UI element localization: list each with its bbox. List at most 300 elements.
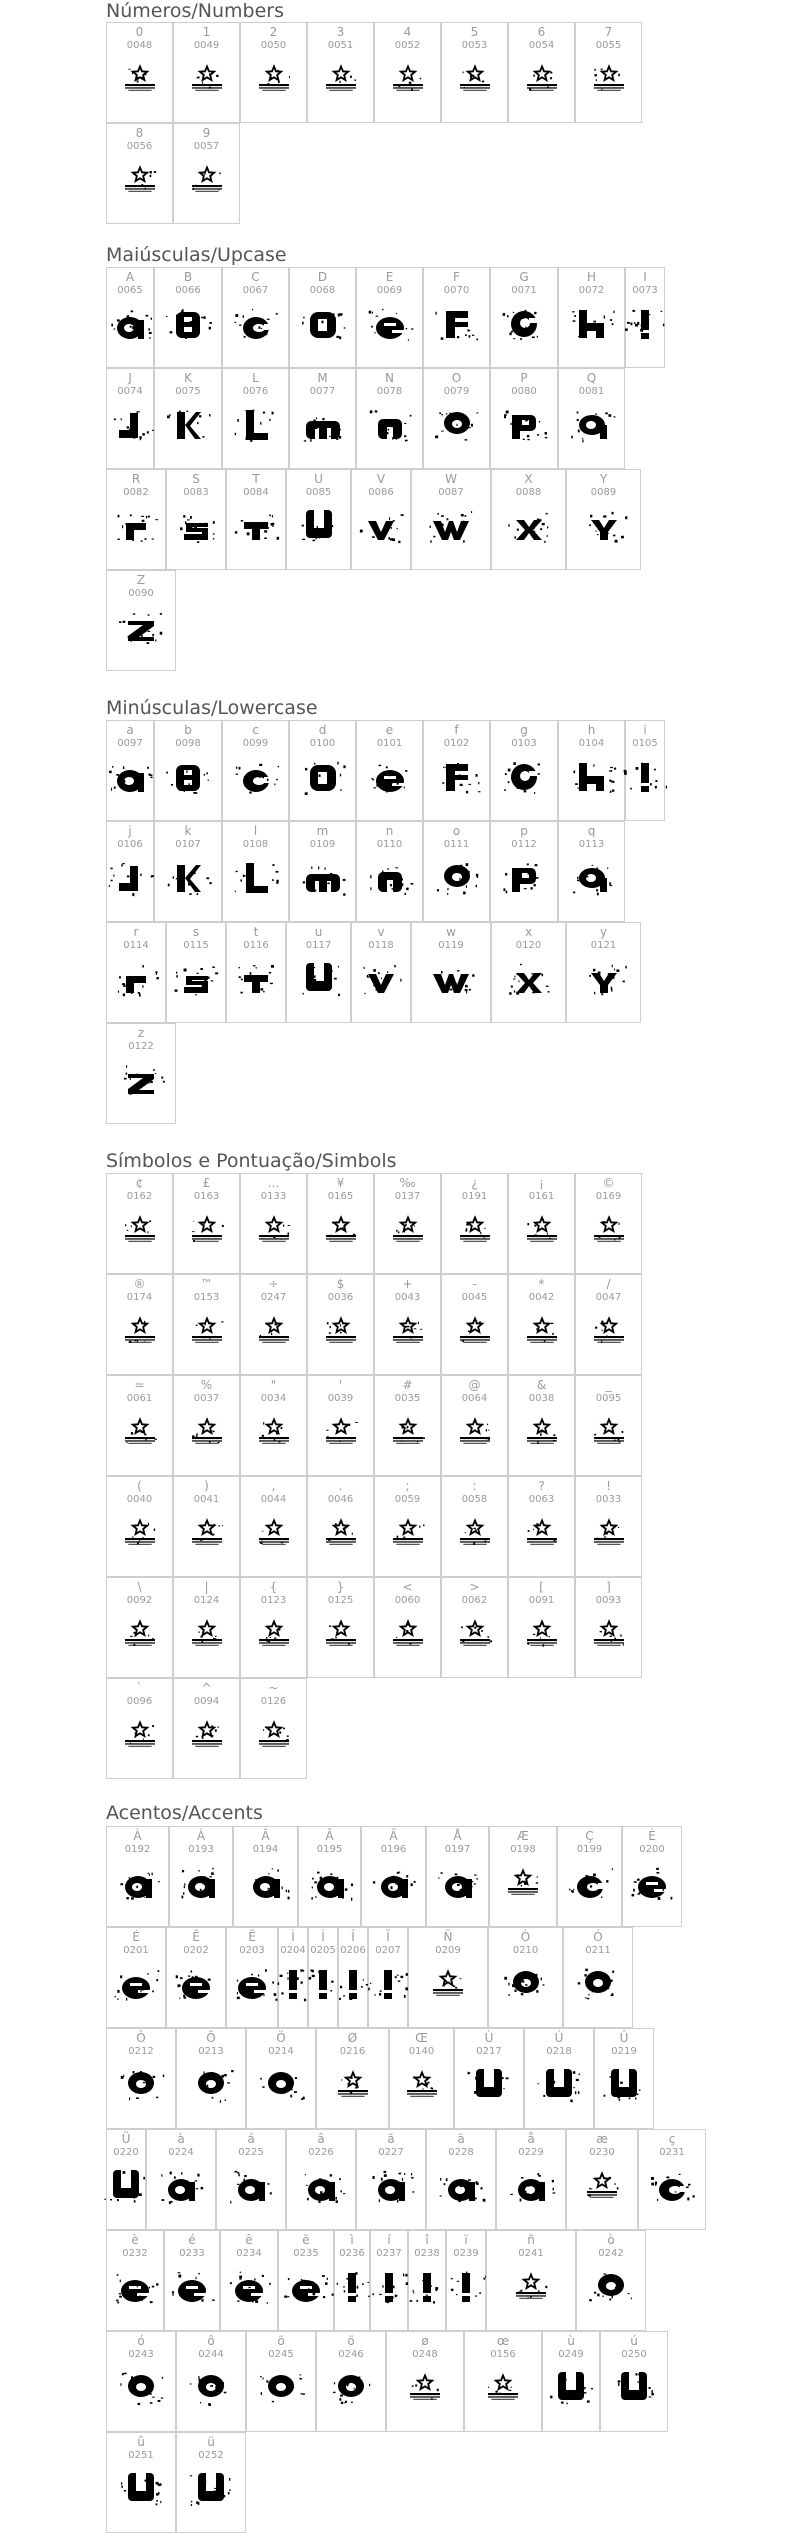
glyph-cell-0105 bbox=[625, 720, 665, 821]
glyph-character: V bbox=[376, 472, 386, 486]
glyph-code: 0055 bbox=[595, 40, 622, 51]
missing-glyph-star-icon bbox=[478, 2368, 528, 2408]
glyph-character: ) bbox=[204, 1479, 209, 1493]
glyph-preview-icon bbox=[427, 753, 487, 801]
glyph-character: % bbox=[200, 1378, 213, 1392]
glyph-code: 0072 bbox=[578, 285, 605, 296]
glyph-preview-icon bbox=[361, 2162, 421, 2210]
glyph-code: 0089 bbox=[590, 487, 617, 498]
glyph-character: ; bbox=[405, 1479, 410, 1493]
glyph-preview-icon bbox=[574, 955, 634, 1003]
missing-glyph-star-icon bbox=[182, 1715, 232, 1755]
glyph-character: K bbox=[184, 371, 192, 385]
glyph-cell-0248 bbox=[386, 2331, 464, 2432]
glyph-character: à bbox=[177, 2132, 185, 2146]
glyph-code: 0103 bbox=[511, 738, 537, 749]
glyph-cell-0250 bbox=[600, 2331, 668, 2432]
missing-glyph-star-icon bbox=[577, 2166, 627, 2206]
glyph-character: ñ bbox=[527, 2233, 535, 2247]
glyph-preview-icon bbox=[106, 1960, 166, 2008]
glyph-preview-icon bbox=[494, 854, 554, 902]
glyph-cell-0230 bbox=[566, 2129, 638, 2230]
glyph-character: G bbox=[519, 270, 529, 284]
glyph-character: 0 bbox=[135, 25, 144, 39]
glyph-character: 5 bbox=[470, 25, 479, 39]
glyph-cell-0041 bbox=[173, 1476, 240, 1577]
glyph-cell-0095 bbox=[575, 1375, 642, 1476]
glyph-cell-0103 bbox=[490, 720, 558, 821]
glyph-character: ¢ bbox=[135, 1176, 144, 1190]
glyph-character: B bbox=[183, 270, 193, 284]
glyph-character: À bbox=[133, 1829, 142, 1843]
glyph-code: 0090 bbox=[128, 588, 154, 599]
glyph-code: 0161 bbox=[528, 1191, 555, 1202]
glyph-code: 0050 bbox=[260, 40, 287, 51]
glyph-cell-0220 bbox=[106, 2129, 146, 2230]
glyph-code: 0051 bbox=[327, 40, 354, 51]
glyph-cell-0117 bbox=[286, 922, 351, 1023]
glyph-cell-0156 bbox=[464, 2331, 542, 2432]
glyph-preview-icon bbox=[562, 401, 622, 449]
glyph-code: 0033 bbox=[595, 1494, 622, 1505]
glyph-preview-icon bbox=[594, 2061, 654, 2109]
glyph-code: 0079 bbox=[443, 386, 470, 397]
glyph-code: 0234 bbox=[236, 2248, 262, 2259]
glyph-character: ¥ bbox=[336, 1176, 345, 1190]
glyph-code: 0174 bbox=[126, 1292, 153, 1303]
glyph-code: 0058 bbox=[461, 1494, 488, 1505]
glyph-character: q bbox=[587, 824, 596, 838]
glyph-cell-0062 bbox=[441, 1577, 508, 1678]
missing-glyph-star-icon bbox=[517, 1614, 567, 1654]
missing-glyph-star-icon bbox=[115, 160, 165, 200]
glyph-code: 0062 bbox=[461, 1595, 488, 1606]
glyph-code: 0088 bbox=[515, 487, 542, 498]
missing-glyph-star-icon bbox=[249, 1614, 299, 1654]
glyph-character: Ù bbox=[484, 2031, 494, 2045]
glyph-cell-0068 bbox=[289, 267, 356, 368]
missing-glyph-star-icon bbox=[316, 59, 366, 99]
missing-glyph-star-icon bbox=[498, 1863, 548, 1903]
glyph-preview-icon bbox=[364, 1859, 424, 1907]
missing-glyph-star-icon bbox=[182, 1311, 232, 1351]
glyph-code: 0192 bbox=[124, 1844, 151, 1855]
glyph-code: 0069 bbox=[376, 285, 403, 296]
glyph-code: 0195 bbox=[316, 1844, 343, 1855]
glyph-code: 0061 bbox=[126, 1393, 153, 1404]
missing-glyph-star-icon bbox=[450, 59, 500, 99]
missing-glyph-star-icon bbox=[383, 59, 433, 99]
missing-glyph-star-icon bbox=[115, 1311, 165, 1351]
glyph-character: m bbox=[316, 824, 329, 838]
glyph-cell-0061 bbox=[106, 1375, 173, 1476]
glyph-character: R bbox=[131, 472, 141, 486]
glyph-character: Ó bbox=[593, 1930, 603, 1944]
glyph-character: [ bbox=[539, 1580, 544, 1594]
glyph-cell-0087 bbox=[411, 469, 491, 570]
glyph-preview-icon bbox=[427, 401, 487, 449]
glyph-code: 0056 bbox=[126, 141, 153, 152]
glyph-cell-0056 bbox=[106, 123, 173, 224]
glyph-character: P bbox=[520, 371, 528, 385]
glyph-cell-0101 bbox=[356, 720, 423, 821]
glyph-character: Ú bbox=[554, 2031, 564, 2045]
glyph-cell-0052 bbox=[374, 22, 441, 123]
glyph-cell-0071 bbox=[490, 267, 558, 368]
glyph-preview-icon bbox=[494, 300, 554, 348]
glyph-cell-0040 bbox=[106, 1476, 173, 1577]
glyph-preview-icon bbox=[226, 854, 286, 902]
glyph-code: 0140 bbox=[408, 2046, 435, 2057]
glyph-code: 0070 bbox=[443, 285, 470, 296]
glyph-code: 0075 bbox=[175, 386, 201, 397]
glyph-character: ó bbox=[137, 2334, 145, 2348]
glyph-character: ã bbox=[387, 2132, 395, 2146]
glyph-code: 0126 bbox=[260, 1696, 287, 1707]
glyph-character: W bbox=[445, 472, 457, 486]
glyph-code: 0059 bbox=[394, 1494, 421, 1505]
glyph-cell-0044 bbox=[240, 1476, 307, 1577]
glyph-cell-0077 bbox=[289, 368, 356, 469]
glyph-character: Í bbox=[321, 1930, 325, 1944]
glyph-code: 0046 bbox=[327, 1494, 354, 1505]
glyph-character: y bbox=[599, 925, 608, 939]
section-title-upper: Maiúsculas/Upcase bbox=[106, 244, 287, 266]
glyph-code: 0194 bbox=[252, 1844, 279, 1855]
glyph-code: 0248 bbox=[412, 2349, 438, 2360]
glyph-cell-0115 bbox=[166, 922, 226, 1023]
glyph-cell-0124 bbox=[173, 1577, 240, 1678]
glyph-code: 0116 bbox=[243, 940, 269, 951]
glyph-code: 0209 bbox=[435, 1945, 461, 1956]
glyph-character: \ bbox=[137, 1580, 142, 1594]
glyph-character: ê bbox=[245, 2233, 253, 2247]
glyph-code: 0246 bbox=[338, 2349, 364, 2360]
glyph-code: 0212 bbox=[128, 2046, 154, 2057]
glyph-code: 0081 bbox=[578, 386, 605, 397]
glyph-code: 0252 bbox=[198, 2450, 224, 2461]
glyph-code: 0041 bbox=[193, 1494, 220, 1505]
glyph-character: ë bbox=[302, 2233, 310, 2247]
glyph-character: Â bbox=[261, 1829, 270, 1843]
glyph-preview-icon bbox=[166, 502, 226, 550]
glyph-character: l bbox=[253, 824, 258, 838]
glyph-cell-0075 bbox=[154, 368, 222, 469]
glyph-preview-icon bbox=[421, 502, 481, 550]
glyph-code: 0196 bbox=[380, 1844, 407, 1855]
glyph-code: 0108 bbox=[242, 839, 269, 850]
glyph-code: 0063 bbox=[528, 1494, 555, 1505]
glyph-character: ä bbox=[457, 2132, 465, 2146]
glyph-character: Ë bbox=[248, 1930, 256, 1944]
missing-glyph-star-icon bbox=[506, 2267, 556, 2307]
glyph-code: 0100 bbox=[309, 738, 336, 749]
glyph-code: 0239 bbox=[453, 2248, 479, 2259]
glyph-code: 0224 bbox=[168, 2147, 194, 2158]
glyph-character: 4 bbox=[403, 25, 412, 39]
glyph-cell-0137 bbox=[374, 1173, 441, 1274]
glyph-code: 0220 bbox=[113, 2147, 139, 2158]
glyph-character: Y bbox=[599, 472, 608, 486]
glyph-cell-0119 bbox=[411, 922, 491, 1023]
glyph-character: ! bbox=[606, 1479, 611, 1493]
glyph-character: â bbox=[317, 2132, 325, 2146]
glyph-code: 0082 bbox=[123, 487, 149, 498]
glyph-preview-icon bbox=[427, 300, 487, 348]
glyph-character: . bbox=[338, 1479, 343, 1493]
glyph-code: 0243 bbox=[128, 2349, 154, 2360]
glyph-preview-icon bbox=[427, 854, 487, 902]
missing-glyph-star-icon bbox=[517, 1412, 567, 1452]
glyph-cell-0122 bbox=[106, 1023, 176, 1124]
glyph-code: 0073 bbox=[632, 285, 658, 296]
glyph-cell-0163 bbox=[173, 1173, 240, 1274]
glyph-code: 0214 bbox=[268, 2046, 294, 2057]
glyph-character: û bbox=[137, 2435, 145, 2449]
glyph-code: 0034 bbox=[260, 1393, 287, 1404]
glyph-character: ¡ bbox=[539, 1176, 544, 1190]
glyph-cell-0098 bbox=[154, 720, 222, 821]
glyph-character: c bbox=[252, 723, 259, 737]
glyph-character: Q bbox=[586, 371, 597, 385]
glyph-preview-icon bbox=[428, 1859, 488, 1907]
missing-glyph-star-icon bbox=[517, 1311, 567, 1351]
missing-glyph-star-icon bbox=[450, 1210, 500, 1250]
glyph-character: £ bbox=[202, 1176, 211, 1190]
glyph-preview-icon bbox=[158, 401, 218, 449]
glyph-character: v bbox=[377, 925, 385, 939]
glyph-code: 0098 bbox=[175, 738, 201, 749]
glyph-code: 0231 bbox=[659, 2147, 685, 2158]
glyph-cell-0094 bbox=[173, 1678, 240, 1779]
glyph-cell-0106 bbox=[106, 821, 154, 922]
glyph-cell-0080 bbox=[490, 368, 558, 469]
glyph-character: 1 bbox=[202, 25, 211, 39]
glyph-character: @ bbox=[468, 1378, 481, 1392]
glyph-code: 0065 bbox=[117, 285, 143, 296]
missing-glyph-star-icon bbox=[182, 1513, 232, 1553]
glyph-code: 0113 bbox=[578, 839, 605, 850]
glyph-character: Ä bbox=[389, 1829, 398, 1843]
glyph-character: F bbox=[453, 270, 460, 284]
missing-glyph-star-icon bbox=[328, 2065, 378, 2105]
glyph-character: ` bbox=[136, 1681, 143, 1695]
glyph-preview-icon bbox=[162, 2263, 222, 2311]
glyph-preview-icon bbox=[431, 2162, 491, 2210]
glyph-code: 0035 bbox=[394, 1393, 421, 1404]
glyph-code: 0044 bbox=[260, 1494, 287, 1505]
glyph-preview-icon bbox=[622, 1859, 682, 1907]
glyph-character: œ bbox=[496, 2334, 510, 2348]
glyph-preview-icon bbox=[529, 2061, 589, 2109]
glyph-character: Ô bbox=[136, 2031, 146, 2045]
glyph-code: 0137 bbox=[394, 1191, 421, 1202]
glyph-cell-0217 bbox=[454, 2028, 524, 2129]
glyph-code: 0235 bbox=[293, 2248, 319, 2259]
glyph-character: u bbox=[314, 925, 323, 939]
missing-glyph-star-icon bbox=[423, 1964, 473, 2004]
glyph-code: 0054 bbox=[528, 40, 555, 51]
glyph-cell-0244 bbox=[176, 2331, 246, 2432]
glyph-preview-icon bbox=[421, 955, 481, 1003]
glyph-preview-icon bbox=[236, 1859, 296, 1907]
glyph-preview-icon bbox=[615, 300, 675, 348]
glyph-cell-0209 bbox=[408, 1927, 488, 2028]
glyph-code: 0093 bbox=[595, 1595, 622, 1606]
glyph-character: ] bbox=[606, 1580, 611, 1594]
glyph-code: 0242 bbox=[598, 2248, 624, 2259]
glyph-character: A bbox=[125, 270, 135, 284]
glyph-character: í bbox=[387, 2233, 391, 2247]
glyph-character: J bbox=[128, 371, 132, 385]
glyph-preview-icon bbox=[158, 753, 218, 801]
glyph-code: 0047 bbox=[595, 1292, 622, 1303]
glyph-code: 0163 bbox=[193, 1191, 220, 1202]
glyph-cell-0249 bbox=[542, 2331, 600, 2432]
glyph-code: 0114 bbox=[123, 940, 149, 951]
glyph-preview-icon bbox=[100, 300, 160, 348]
glyph-code: 0238 bbox=[414, 2248, 440, 2259]
glyph-code: 0202 bbox=[183, 1945, 209, 1956]
missing-glyph-star-icon bbox=[383, 1210, 433, 1250]
missing-glyph-star-icon bbox=[584, 1513, 634, 1553]
glyph-code: 0226 bbox=[308, 2147, 334, 2158]
glyph-cell-0174 bbox=[106, 1274, 173, 1375]
glyph-cell-0033 bbox=[575, 1476, 642, 1577]
glyph-cell-0210 bbox=[488, 1927, 563, 2028]
glyph-cell-0039 bbox=[307, 1375, 374, 1476]
glyph-code: 0201 bbox=[123, 1945, 149, 1956]
missing-glyph-star-icon bbox=[316, 1513, 366, 1553]
glyph-character: T bbox=[252, 472, 260, 486]
glyph-code: 0241 bbox=[518, 2248, 544, 2259]
glyph-character: å bbox=[527, 2132, 535, 2146]
glyph-preview-icon bbox=[106, 955, 166, 1003]
missing-glyph-star-icon bbox=[249, 1311, 299, 1351]
glyph-code: 0118 bbox=[368, 940, 394, 951]
glyph-character: I bbox=[643, 270, 647, 284]
glyph-preview-icon bbox=[293, 854, 353, 902]
glyph-cell-0200 bbox=[622, 1826, 682, 1927]
glyph-preview-icon bbox=[111, 603, 171, 651]
glyph-cell-0073 bbox=[625, 267, 665, 368]
glyph-cell-0113 bbox=[558, 821, 625, 922]
glyph-character: 6 bbox=[537, 25, 546, 39]
missing-glyph-star-icon bbox=[450, 1311, 500, 1351]
glyph-character: S bbox=[192, 472, 200, 486]
glyph-cell-0169 bbox=[575, 1173, 642, 1274]
glyph-character: ® bbox=[133, 1277, 146, 1291]
glyph-cell-0092 bbox=[106, 1577, 173, 1678]
glyph-code: 0049 bbox=[193, 40, 220, 51]
glyph-character: / bbox=[606, 1277, 611, 1291]
glyph-cell-0083 bbox=[166, 469, 226, 570]
glyph-preview-icon bbox=[166, 1960, 226, 2008]
glyph-cell-0069 bbox=[356, 267, 423, 368]
glyph-character: Ê bbox=[192, 1930, 200, 1944]
glyph-code: 0162 bbox=[126, 1191, 153, 1202]
glyph-preview-icon bbox=[181, 2061, 241, 2109]
glyph-code: 0193 bbox=[188, 1844, 214, 1855]
glyph-character: Á bbox=[196, 1829, 206, 1843]
glyph-code: 0042 bbox=[528, 1292, 555, 1303]
glyph-character: Õ bbox=[206, 2031, 216, 2045]
glyph-cell-0034 bbox=[240, 1375, 307, 1476]
glyph-preview-icon bbox=[251, 2364, 311, 2412]
glyph-code: 0225 bbox=[238, 2147, 264, 2158]
glyph-character: = bbox=[134, 1378, 145, 1392]
section-title-accents: Acentos/Accents bbox=[106, 1802, 263, 1824]
glyph-preview-icon bbox=[360, 854, 420, 902]
glyph-character: * bbox=[538, 1277, 545, 1291]
glyph-cell-0048 bbox=[106, 22, 173, 123]
glyph-cell-0219 bbox=[594, 2028, 654, 2129]
glyph-preview-icon bbox=[181, 2364, 241, 2412]
glyph-code: 0106 bbox=[117, 839, 143, 850]
glyph-code: 0107 bbox=[175, 839, 201, 850]
missing-glyph-star-icon bbox=[383, 1513, 433, 1553]
glyph-cell-0055 bbox=[575, 22, 642, 123]
glyph-character: w bbox=[446, 925, 456, 939]
glyph-preview-icon bbox=[494, 753, 554, 801]
glyph-cell-0047 bbox=[575, 1274, 642, 1375]
glyph-cell-0102 bbox=[423, 720, 490, 821]
glyph-character: } bbox=[336, 1580, 345, 1594]
glyph-preview-icon bbox=[568, 1960, 628, 2008]
glyph-character: < bbox=[402, 1580, 413, 1594]
missing-glyph-star-icon bbox=[584, 1210, 634, 1250]
glyph-preview-icon bbox=[496, 1960, 556, 2008]
glyph-code: 0040 bbox=[126, 1494, 153, 1505]
glyph-code: 0133 bbox=[260, 1191, 287, 1202]
glyph-code: 0122 bbox=[128, 1041, 154, 1052]
glyph-cell-0050 bbox=[240, 22, 307, 123]
glyph-preview-icon bbox=[226, 955, 286, 1003]
glyph-code: 0230 bbox=[589, 2147, 615, 2158]
glyph-code: 0191 bbox=[461, 1191, 488, 1202]
glyph-character: … bbox=[267, 1176, 280, 1190]
glyph-code: 0205 bbox=[310, 1945, 336, 1956]
glyph-cell-0216 bbox=[316, 2028, 389, 2129]
glyph-cell-0162 bbox=[106, 1173, 173, 1274]
glyph-cell-0063 bbox=[508, 1476, 575, 1577]
glyph-preview-icon bbox=[291, 2162, 351, 2210]
glyph-character: 7 bbox=[604, 25, 613, 39]
missing-glyph-star-icon bbox=[249, 1513, 299, 1553]
glyph-cell-0243 bbox=[106, 2331, 176, 2432]
glyph-character: 2 bbox=[269, 25, 278, 39]
glyph-character: # bbox=[402, 1378, 413, 1392]
glyph-code: 0198 bbox=[510, 1844, 536, 1855]
glyph-character: ô bbox=[207, 2334, 215, 2348]
glyph-cell-0207 bbox=[368, 1927, 408, 2028]
glyph-character: É bbox=[132, 1930, 140, 1944]
missing-glyph-star-icon bbox=[584, 1311, 634, 1351]
glyph-cell-0195 bbox=[298, 1826, 361, 1927]
glyph-cell-0085 bbox=[286, 469, 351, 570]
glyph-character: i bbox=[643, 723, 647, 737]
glyph-cell-0054 bbox=[508, 22, 575, 123]
glyph-code: 0066 bbox=[175, 285, 201, 296]
glyph-code: 0043 bbox=[394, 1292, 421, 1303]
glyph-character: a bbox=[126, 723, 134, 737]
glyph-character: ù bbox=[567, 2334, 575, 2348]
glyph-cell-0239 bbox=[446, 2230, 486, 2331]
glyph-character: : bbox=[472, 1479, 477, 1493]
glyph-preview-icon bbox=[642, 2162, 702, 2210]
glyph-cell-0097 bbox=[106, 720, 154, 821]
glyph-character: n bbox=[385, 824, 394, 838]
